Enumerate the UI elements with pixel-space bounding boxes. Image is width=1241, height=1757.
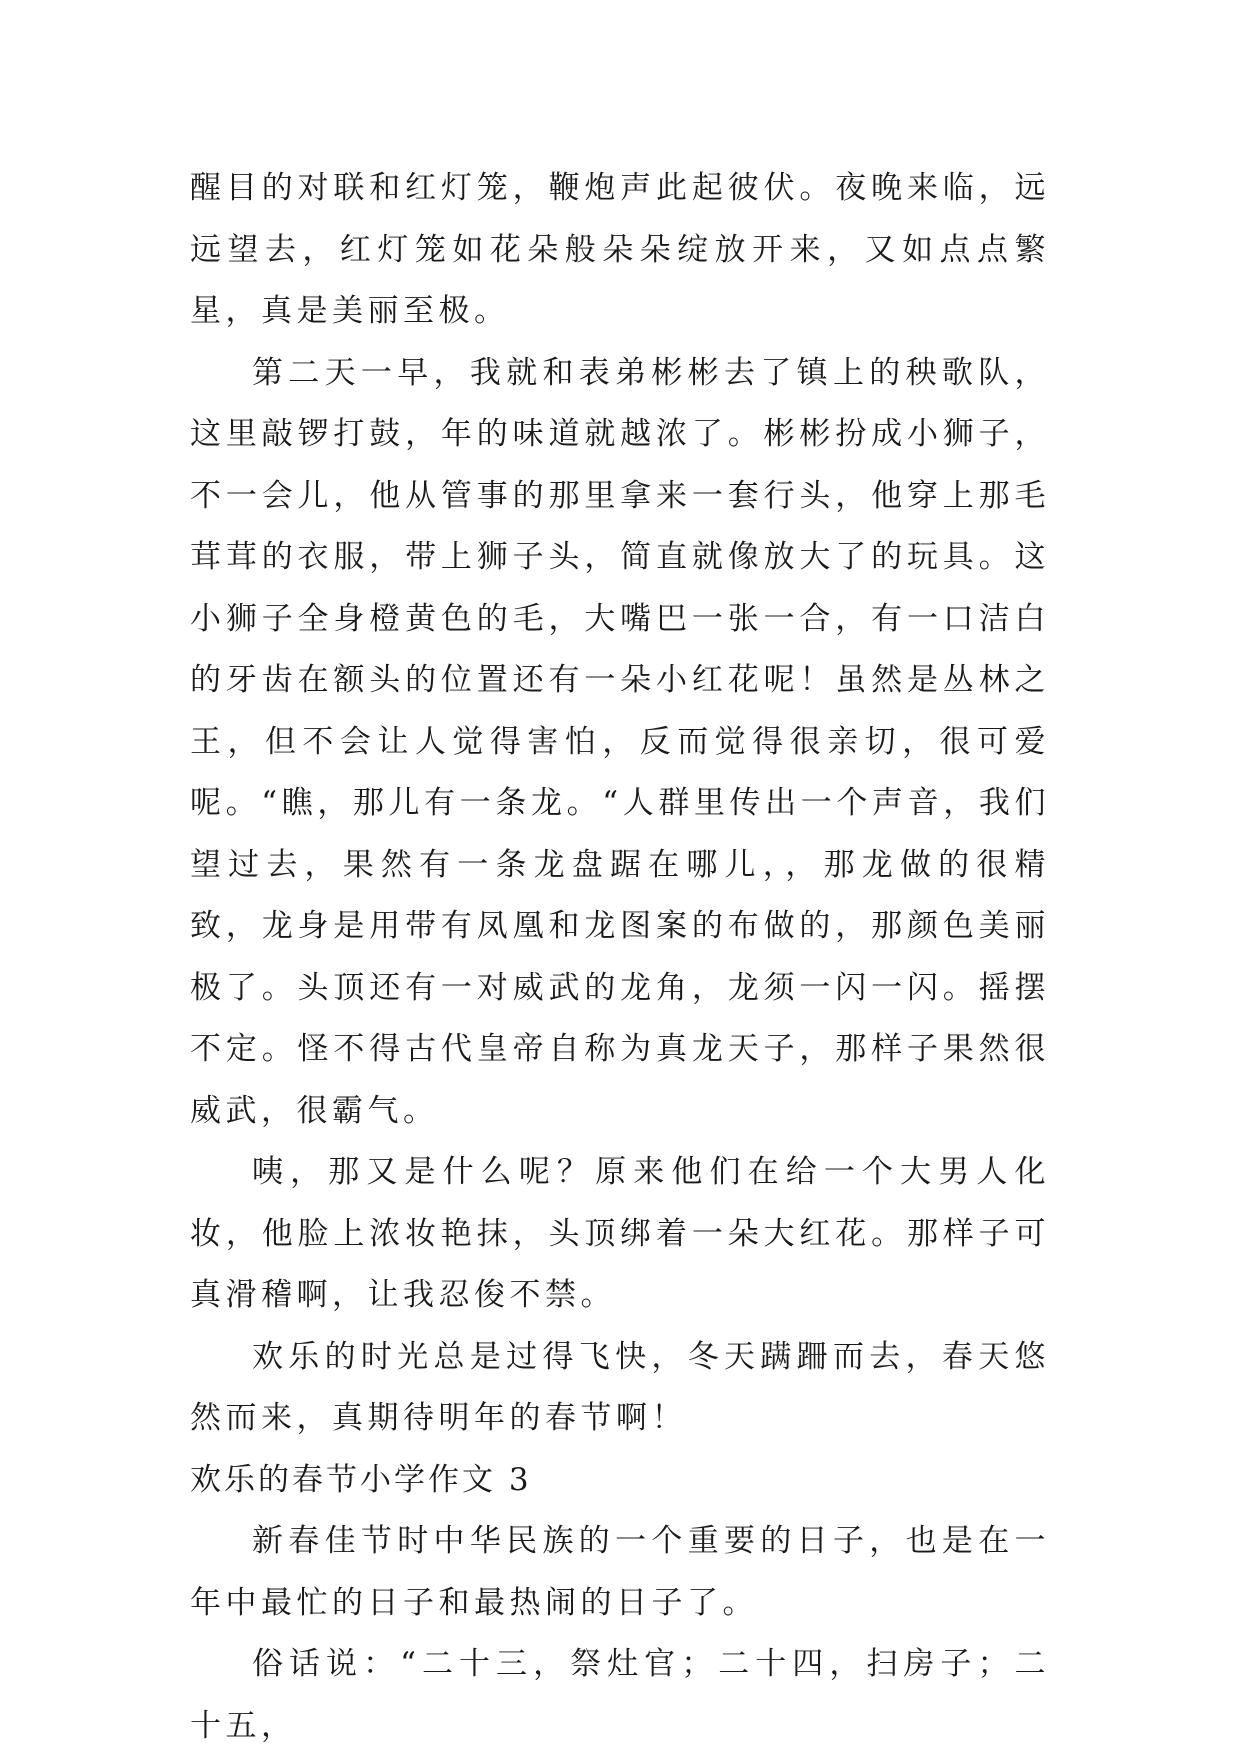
paragraph-1: 醒目的对联和红灯笼，鞭炮声此起彼伏。夜晚来临，远远望去，红灯笼如花朵般朵朵绽放开来，又如点点繁星，真是美丽至极。	[190, 170, 1050, 329]
article-body	[190, 158, 1050, 1757]
section-heading: 欢乐的春节小学作文 3	[190, 1461, 532, 1498]
paragraph-3: 咦，那又是什么呢？原来他们在给一个大男人化妆，他脸上浓妆艳抹，头顶绑着一朵大红花。那样子可真滑稽啊，让我忍俊不禁。	[190, 1154, 1050, 1313]
paragraph-4: 欢乐的时光总是过得飞快，冬天蹒跚而去，春天悠然而来，真期待明年的春节啊！	[190, 1338, 1050, 1436]
paragraph-5: 新春佳节时中华民族的一个重要的日子，也是在一年中最忙的日子和最热闹的日子了。	[190, 1523, 1050, 1621]
paragraph-6: 俗话说：“二十三，祭灶官；二十四，扫房子；二十五，	[190, 1646, 1050, 1744]
paragraph-2: 第二天一早，我就和表弟彬彬去了镇上的秧歌队，这里敲锣打鼓，年的味道就越浓了。彬彬扮成小狮子，不一会儿，他从管事的那里拿来一套行头，他穿上那毛茸茸的衣服，带上狮子头，简直就像放大了的玩具。这小狮子全身橙黄色的毛，大嘴巴一张一合，有一口洁白的牙齿在额头的位置还有一朵小红花呢！虽然是丛林之王，但不会让人觉得害怕，反而觉得很亲切，很可爱呢。“瞧，那儿有一条龙。“人群里传出一个声音，我们望过去，果然有一条龙盘踞在哪儿，，那龙做的很精致，龙身是用带有凤凰和龙图案的布做的，那颜色美丽极了。头顶还有一对威武的龙角，龙须一闪一闪。摇摆不定。怪不得古代皇帝自称为真龙天子，那样子果然很威武，很霸气。	[190, 354, 1050, 1129]
